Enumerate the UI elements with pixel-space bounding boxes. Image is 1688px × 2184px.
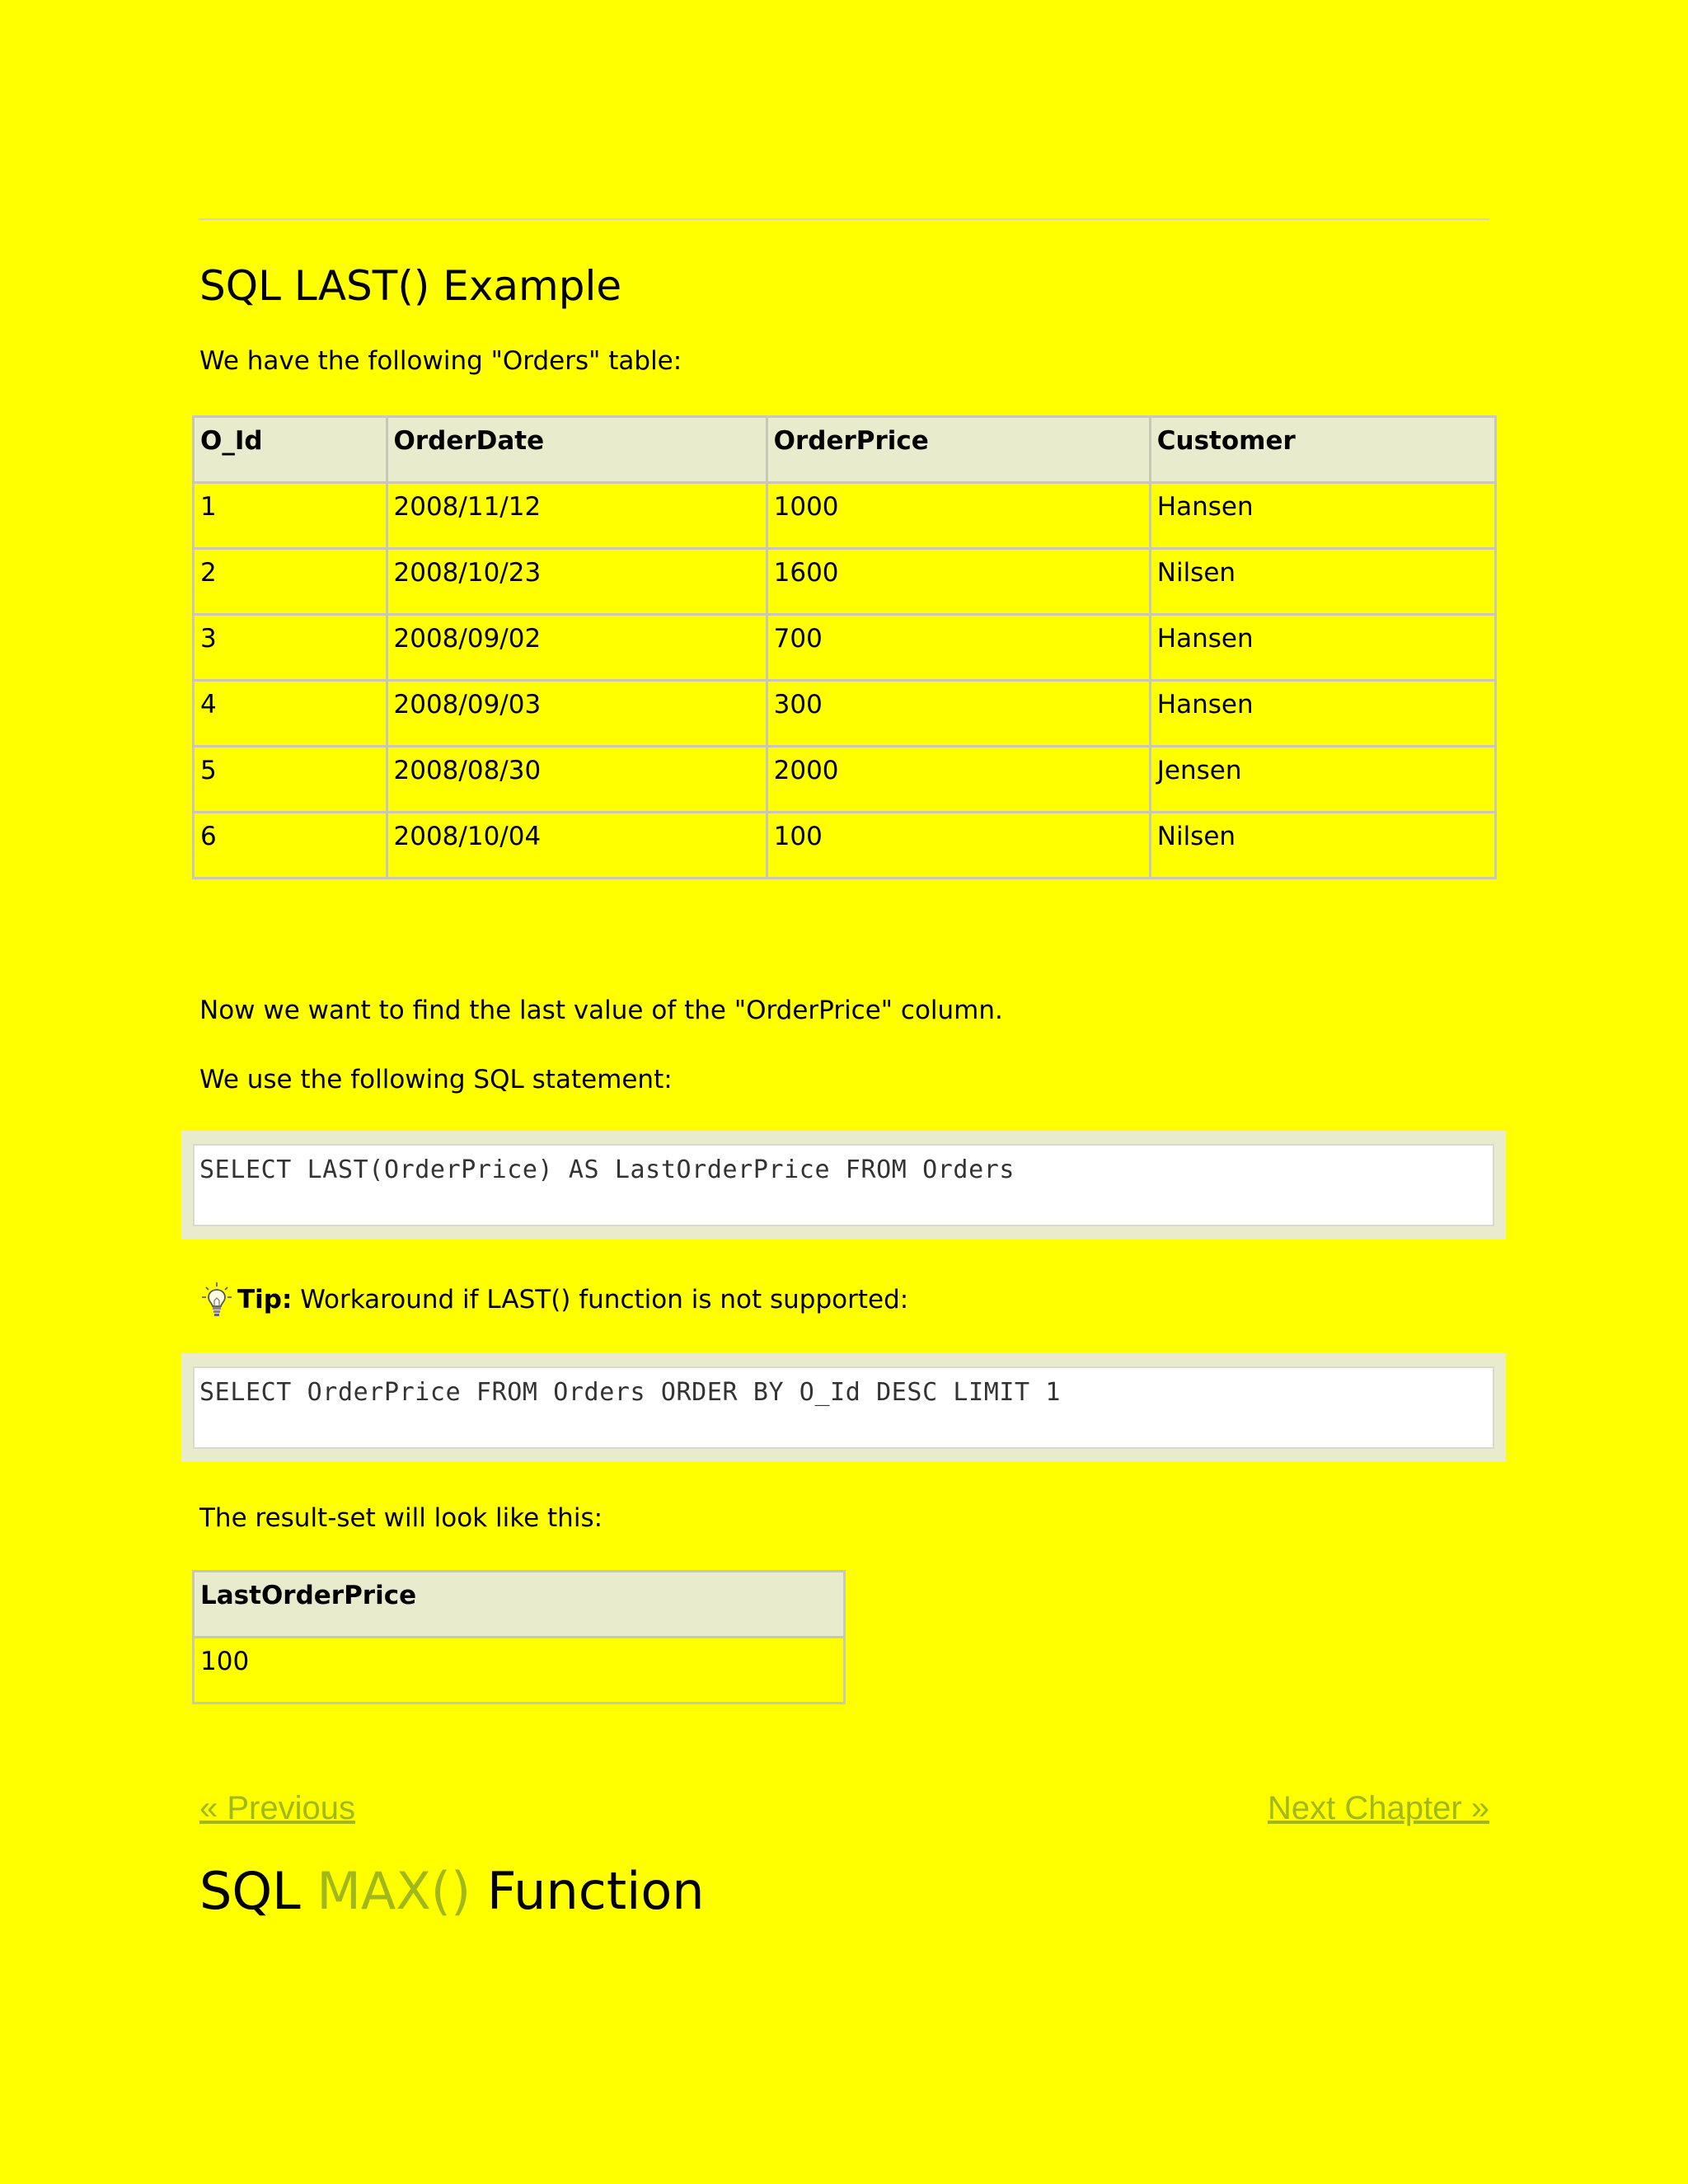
table-row — [194, 747, 1496, 813]
table-cell: 100 — [194, 1638, 845, 1704]
table-row — [194, 615, 1496, 681]
table-row — [194, 549, 1496, 615]
tip-text: Workaround if LAST() function is not supported: — [292, 1285, 909, 1315]
table-row — [194, 483, 1496, 549]
use-statement-text: We use the following SQL statement: — [199, 1065, 673, 1094]
table-cell: 1000 — [767, 483, 1150, 549]
table-cell: Hansen — [1150, 681, 1495, 747]
table-cell: 4 — [194, 681, 387, 747]
table-cell: 1600 — [767, 549, 1150, 615]
result-table — [192, 1570, 846, 1704]
sql-code-text: SELECT OrderPrice FROM Orders ORDER BY O_Id DESC LIMIT 1 — [193, 1366, 1494, 1449]
table-cell: 100 — [767, 813, 1150, 879]
intro-text: We have the following "Orders" table: — [199, 346, 682, 376]
next-chapter-prefix: SQL — [199, 1861, 317, 1921]
table-cell: 2 — [194, 549, 387, 615]
table-cell: Nilsen — [1150, 813, 1495, 879]
result-intro-text: The result-set will look like this: — [199, 1503, 603, 1533]
table-cell: 6 — [194, 813, 387, 879]
next-chapter-function[interactable]: MAX() — [316, 1861, 471, 1921]
sql-code-workaround — [181, 1353, 1506, 1462]
table-cell: 300 — [767, 681, 1150, 747]
column-header-order-date: OrderDate — [387, 417, 767, 483]
lightbulb-icon — [199, 1281, 234, 1319]
section-title: SQL LAST() Example — [199, 262, 622, 310]
table-cell: 2008/09/03 — [387, 681, 767, 747]
table-header-row — [194, 1572, 845, 1638]
table-row — [194, 1638, 845, 1704]
column-header-o-id: O_Id — [194, 417, 387, 483]
table-row — [194, 681, 1496, 747]
table-cell: Jensen — [1150, 747, 1495, 813]
table-cell: 2008/10/23 — [387, 549, 767, 615]
next-chapter-link[interactable]: Next Chapter » — [1267, 1790, 1489, 1826]
tip-label: Tip: — [237, 1285, 293, 1315]
table-cell: Hansen — [1150, 615, 1495, 681]
tip-note — [199, 1279, 908, 1320]
table-cell: 5 — [194, 747, 387, 813]
table-cell: 700 — [767, 615, 1150, 681]
table-cell: 2008/09/02 — [387, 615, 767, 681]
column-header-last-order-price: LastOrderPrice — [194, 1572, 845, 1638]
table-cell: 3 — [194, 615, 387, 681]
sql-code-example — [181, 1131, 1506, 1240]
table-cell: 2008/10/04 — [387, 813, 767, 879]
orders-table — [192, 415, 1497, 879]
table-cell: 2000 — [767, 747, 1150, 813]
table-cell: 2008/08/30 — [387, 747, 767, 813]
table-cell: Hansen — [1150, 483, 1495, 549]
goal-text: Now we want to find the last value of the "OrderPrice" column. — [199, 996, 1003, 1025]
column-header-customer: Customer — [1150, 417, 1495, 483]
table-row — [194, 813, 1496, 879]
table-cell: 2008/11/12 — [387, 483, 767, 549]
table-cell: 1 — [194, 483, 387, 549]
column-header-order-price: OrderPrice — [767, 417, 1150, 483]
table-cell: Nilsen — [1150, 549, 1495, 615]
horizontal-divider — [199, 218, 1489, 220]
next-chapter-suffix: Function — [471, 1861, 705, 1921]
sql-code-text: SELECT LAST(OrderPrice) AS LastOrderPrice FROM Orders — [193, 1144, 1494, 1226]
previous-link[interactable]: « Previous — [199, 1790, 355, 1826]
next-chapter-title — [199, 1858, 705, 1924]
table-header-row — [194, 417, 1496, 483]
